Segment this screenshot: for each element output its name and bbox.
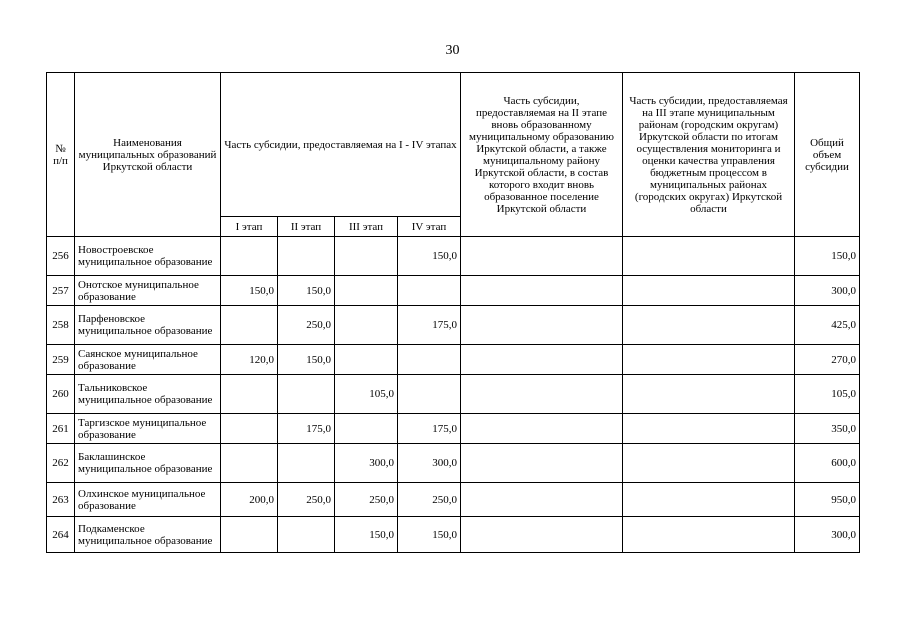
row-number: 262 bbox=[47, 444, 75, 483]
table-row bbox=[47, 517, 860, 553]
row-name: Баклашинское муниципальное образование bbox=[75, 444, 221, 483]
stage-3-value: 250,0 bbox=[335, 483, 398, 517]
stage-3-value bbox=[335, 414, 398, 444]
part-stage2-value bbox=[461, 345, 623, 375]
row-number: 256 bbox=[47, 237, 75, 276]
stage-2-value: 250,0 bbox=[278, 483, 335, 517]
part-stage2-value bbox=[461, 306, 623, 345]
part-stage2-value bbox=[461, 414, 623, 444]
row-name: Новостроевское муниципальное образование bbox=[75, 237, 221, 276]
table-body bbox=[47, 237, 860, 553]
stage-3-value: 300,0 bbox=[335, 444, 398, 483]
row-number: 264 bbox=[47, 517, 75, 553]
stage-2-value: 250,0 bbox=[278, 306, 335, 345]
stage-3-value bbox=[335, 237, 398, 276]
part-stage2-value bbox=[461, 517, 623, 553]
row-number: 258 bbox=[47, 306, 75, 345]
stage-4-value bbox=[398, 345, 461, 375]
row-name: Таргизское муниципальное образование bbox=[75, 414, 221, 444]
stage-4-value: 300,0 bbox=[398, 444, 461, 483]
part-stage3-value bbox=[623, 375, 795, 414]
part-stage3-value bbox=[623, 345, 795, 375]
stage-4-value bbox=[398, 375, 461, 414]
header-part-stage2: Часть субсидии, предоставляемая на II этапе вновь образованному муниципальному образованию Иркутской области, а также муниципальному району Иркутской области, в состав которого входит вновь образованное поселение Иркутской области bbox=[461, 73, 623, 237]
header-part-stage3: Часть субсидии, предоставляемая на III этапе муниципальным районам (городским округам) Иркутской области по итогам осуществления мониторинга и оценки качества управления бюджетным процессом в муниципальных районах (городских округах) Иркутской области bbox=[623, 73, 795, 237]
part-stage3-value bbox=[623, 444, 795, 483]
stage-4-value bbox=[398, 276, 461, 306]
stage-2-value bbox=[278, 237, 335, 276]
header-stage-2: II этап bbox=[278, 217, 335, 237]
header-stage-4: IV этап bbox=[398, 217, 461, 237]
row-name: Саянское муниципальное образование bbox=[75, 345, 221, 375]
table-row bbox=[47, 483, 860, 517]
stage-3-value bbox=[335, 306, 398, 345]
part-stage3-value bbox=[623, 517, 795, 553]
total-value: 300,0 bbox=[795, 517, 860, 553]
stage-4-value: 150,0 bbox=[398, 237, 461, 276]
header-name: Наименования муниципальных образований Иркутской области bbox=[75, 73, 221, 237]
stage-4-value: 175,0 bbox=[398, 306, 461, 345]
stage-4-value: 150,0 bbox=[398, 517, 461, 553]
row-name: Онотское муниципальное образование bbox=[75, 276, 221, 306]
part-stage2-value bbox=[461, 237, 623, 276]
total-value: 150,0 bbox=[795, 237, 860, 276]
stage-1-value bbox=[221, 414, 278, 444]
stage-1-value: 120,0 bbox=[221, 345, 278, 375]
table-row bbox=[47, 414, 860, 444]
row-number: 259 bbox=[47, 345, 75, 375]
stage-1-value bbox=[221, 444, 278, 483]
part-stage3-value bbox=[623, 414, 795, 444]
subsidy-table bbox=[46, 72, 860, 553]
stage-1-value bbox=[221, 237, 278, 276]
table-row bbox=[47, 276, 860, 306]
page-number: 30 bbox=[445, 43, 460, 58]
row-number: 263 bbox=[47, 483, 75, 517]
header-stages-group: Часть субсидии, предоставляемая на I - IV этапах bbox=[221, 73, 461, 217]
row-name: Подкаменское муниципальное образование bbox=[75, 517, 221, 553]
total-value: 425,0 bbox=[795, 306, 860, 345]
stage-2-value: 175,0 bbox=[278, 414, 335, 444]
row-name: Парфеновское муниципальное образование bbox=[75, 306, 221, 345]
header-num: № п/п bbox=[47, 73, 75, 237]
stage-1-value: 200,0 bbox=[221, 483, 278, 517]
table-row bbox=[47, 306, 860, 345]
header-total: Общий объем субсидии bbox=[795, 73, 860, 237]
part-stage3-value bbox=[623, 483, 795, 517]
header-row bbox=[47, 73, 860, 217]
table-row bbox=[47, 444, 860, 483]
stage-3-value bbox=[335, 345, 398, 375]
part-stage3-value bbox=[623, 276, 795, 306]
part-stage2-value bbox=[461, 444, 623, 483]
row-number: 260 bbox=[47, 375, 75, 414]
stage-1-value bbox=[221, 306, 278, 345]
stage-2-value: 150,0 bbox=[278, 345, 335, 375]
stage-3-value bbox=[335, 276, 398, 306]
stage-4-value: 175,0 bbox=[398, 414, 461, 444]
table-row bbox=[47, 375, 860, 414]
stage-1-value: 150,0 bbox=[221, 276, 278, 306]
total-value: 350,0 bbox=[795, 414, 860, 444]
part-stage3-value bbox=[623, 306, 795, 345]
row-name: Олхинское муниципальное образование bbox=[75, 483, 221, 517]
row-name: Тальниковское муниципальное образование bbox=[75, 375, 221, 414]
part-stage2-value bbox=[461, 375, 623, 414]
stage-2-value bbox=[278, 444, 335, 483]
table-row bbox=[47, 237, 860, 276]
total-value: 950,0 bbox=[795, 483, 860, 517]
stage-1-value bbox=[221, 375, 278, 414]
part-stage3-value bbox=[623, 237, 795, 276]
total-value: 270,0 bbox=[795, 345, 860, 375]
header-stage-3: III этап bbox=[335, 217, 398, 237]
stage-2-value bbox=[278, 375, 335, 414]
stage-4-value: 250,0 bbox=[398, 483, 461, 517]
stage-1-value bbox=[221, 517, 278, 553]
row-number: 261 bbox=[47, 414, 75, 444]
stage-2-value bbox=[278, 517, 335, 553]
part-stage2-value bbox=[461, 276, 623, 306]
stage-3-value: 150,0 bbox=[335, 517, 398, 553]
total-value: 600,0 bbox=[795, 444, 860, 483]
row-number: 257 bbox=[47, 276, 75, 306]
part-stage2-value bbox=[461, 483, 623, 517]
stage-3-value: 105,0 bbox=[335, 375, 398, 414]
header-stage-1: I этап bbox=[221, 217, 278, 237]
total-value: 300,0 bbox=[795, 276, 860, 306]
table-row bbox=[47, 345, 860, 375]
total-value: 105,0 bbox=[795, 375, 860, 414]
stage-2-value: 150,0 bbox=[278, 276, 335, 306]
